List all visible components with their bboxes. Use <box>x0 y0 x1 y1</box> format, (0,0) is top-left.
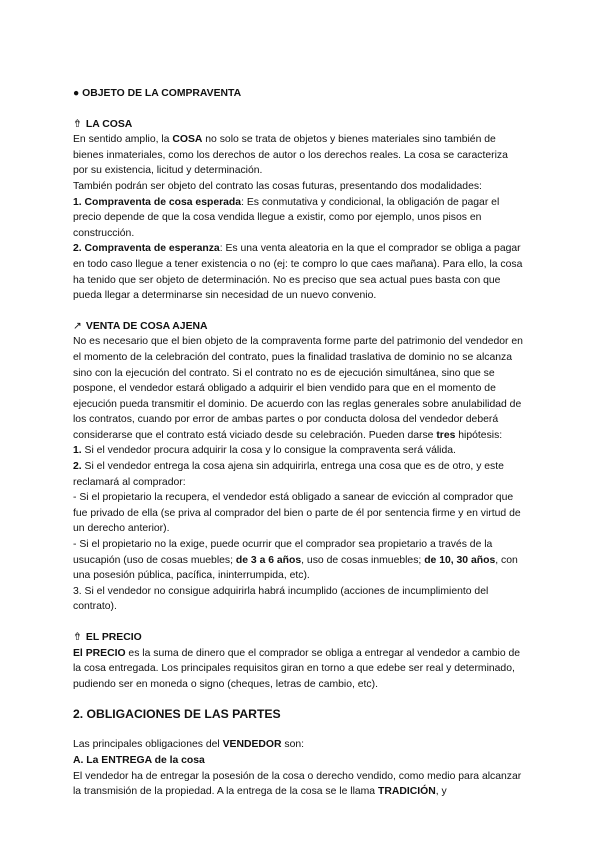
heading-la-cosa-label: LA COSA <box>85 118 133 130</box>
paragraph-cosas-futuras: También podrán ser objeto del contrato las cosas futuras, presentando dos modalidades: <box>73 180 482 192</box>
heading-la-cosa <box>73 117 525 133</box>
paragraph-hipotesis-2: 2. Si el vendedor entrega la cosa ajena sin adquirirla, entrega una cosa que es de otro, y este reclamará al comprador: <box>73 461 504 488</box>
arrow-diagonal-icon: ↗ <box>73 320 82 332</box>
paragraph-venta-ajena: No es necesario que el bien objeto de la compraventa forme parte del patrimonio del vendedor en el momento de la celebración del contrato, pues la finalidad traslativa de dominio no se alcanza sino con la ejecución del contrato. Si el contrato no es de ejecución simultánea, sino que se pospone, el vendedor estará obligado a adquirir el bien vendido para que en el momento de ejecución pueda transmitir el dominio. De acuerdo con las reglas generales sobre anulabilidad de los contratos, cuando por error de ambas partes o por conducta dolosa del vendedor deberá considerarse que el contrato está viciado desde su celebración. Pueden darse tres hipótesis: <box>73 336 523 441</box>
document-page <box>73 86 525 800</box>
heading-el-precio-label: EL PRECIO <box>85 632 142 643</box>
heading-el-precio <box>73 630 525 646</box>
paragraph-precio: El PRECIO es la suma de dinero que el comprador se obliga a entregar al vendedor a cambio de la cosa entregada. Los principales requisitos giran en torno a que edebe ser real y determinado, pudiendo ser en moneda o signo (cheques, letras de cambio, etc). <box>73 647 521 690</box>
section-title-obligaciones: 2. OBLIGACIONES DE LAS PARTES <box>73 707 281 722</box>
arrow-up-icon: ⇮ <box>73 118 82 130</box>
paragraph-eviccion: - Si el propietario la recupera, el vendedor está obligado a sanear de evicción al comprador que fue privado de ella (se priva al comprador del bien o parte de él por sentencia firme y en virtud de un derecho anterior). <box>73 492 521 535</box>
arrow-up-icon: ⇮ <box>73 632 82 643</box>
paragraph-cosa-esperada: 1. Compraventa de cosa esperada: Es conmutativa y condicional, la obligación de pagar el precio depende de que la cosa vendida llegue a existir, como por ejemplo, unos pisos en construcción. <box>73 196 500 239</box>
paragraph-esperanza: 2. Compraventa de esperanza: Es una venta aleatoria en la que el comprador se obliga a pagar en todo caso llegue a tener existencia o no (ej: te compro lo que caes mañana). Para ello, la cosa ha tenido que ser objeto de determinación. No es preciso que sea actual pues basta con que pueda llegar a determinarse sin necesidad de un nuevo convenio. <box>73 243 523 302</box>
paragraph-obligaciones-intro: Las principales obligaciones del VENDEDOR son: <box>73 739 305 751</box>
heading-venta-cosa-ajena <box>73 319 525 335</box>
paragraph-cosa-definicion: En sentido amplio, la COSA no solo se trata de objetos y bienes materiales sino también de bienes inmateriales, como los derechos de autor o los derechos reales. La cosa se caracteriza por su existencia, licitud y determinación. <box>73 134 508 177</box>
section-title-objeto: ● OBJETO DE LA COMPRAVENTA <box>73 88 242 99</box>
paragraph-hipotesis-3: 3. Si el vendedor no consigue adquirirla habrá incumplido (acciones de incumplimiento del contrato). <box>73 585 489 613</box>
heading-entrega: A. La ENTREGA de la cosa <box>73 754 205 766</box>
paragraph-entrega: El vendedor ha de entregar la posesión de la cosa o derecho vendido, como medio para alcanzar la transmisión de la propiedad. A la entrega de la cosa se le llama TRADICIÓN, y <box>73 770 522 798</box>
heading-venta-cosa-ajena-label: VENTA DE COSA AJENA <box>85 320 208 332</box>
paragraph-usucapion: - Si el propietario no la exige, puede ocurrir que el comprador sea propietario a través de la usucapión (uso de cosas muebles; de 3 a 6 años, uso de cosas inmuebles; de 10, 30 años, con una posesión pública, pacífica, ininterrumpida, etc). <box>73 539 518 582</box>
paragraph-hipotesis-1: 1. Si el vendedor procura adquirir la cosa y lo consigue la compraventa será válida. <box>73 445 456 457</box>
